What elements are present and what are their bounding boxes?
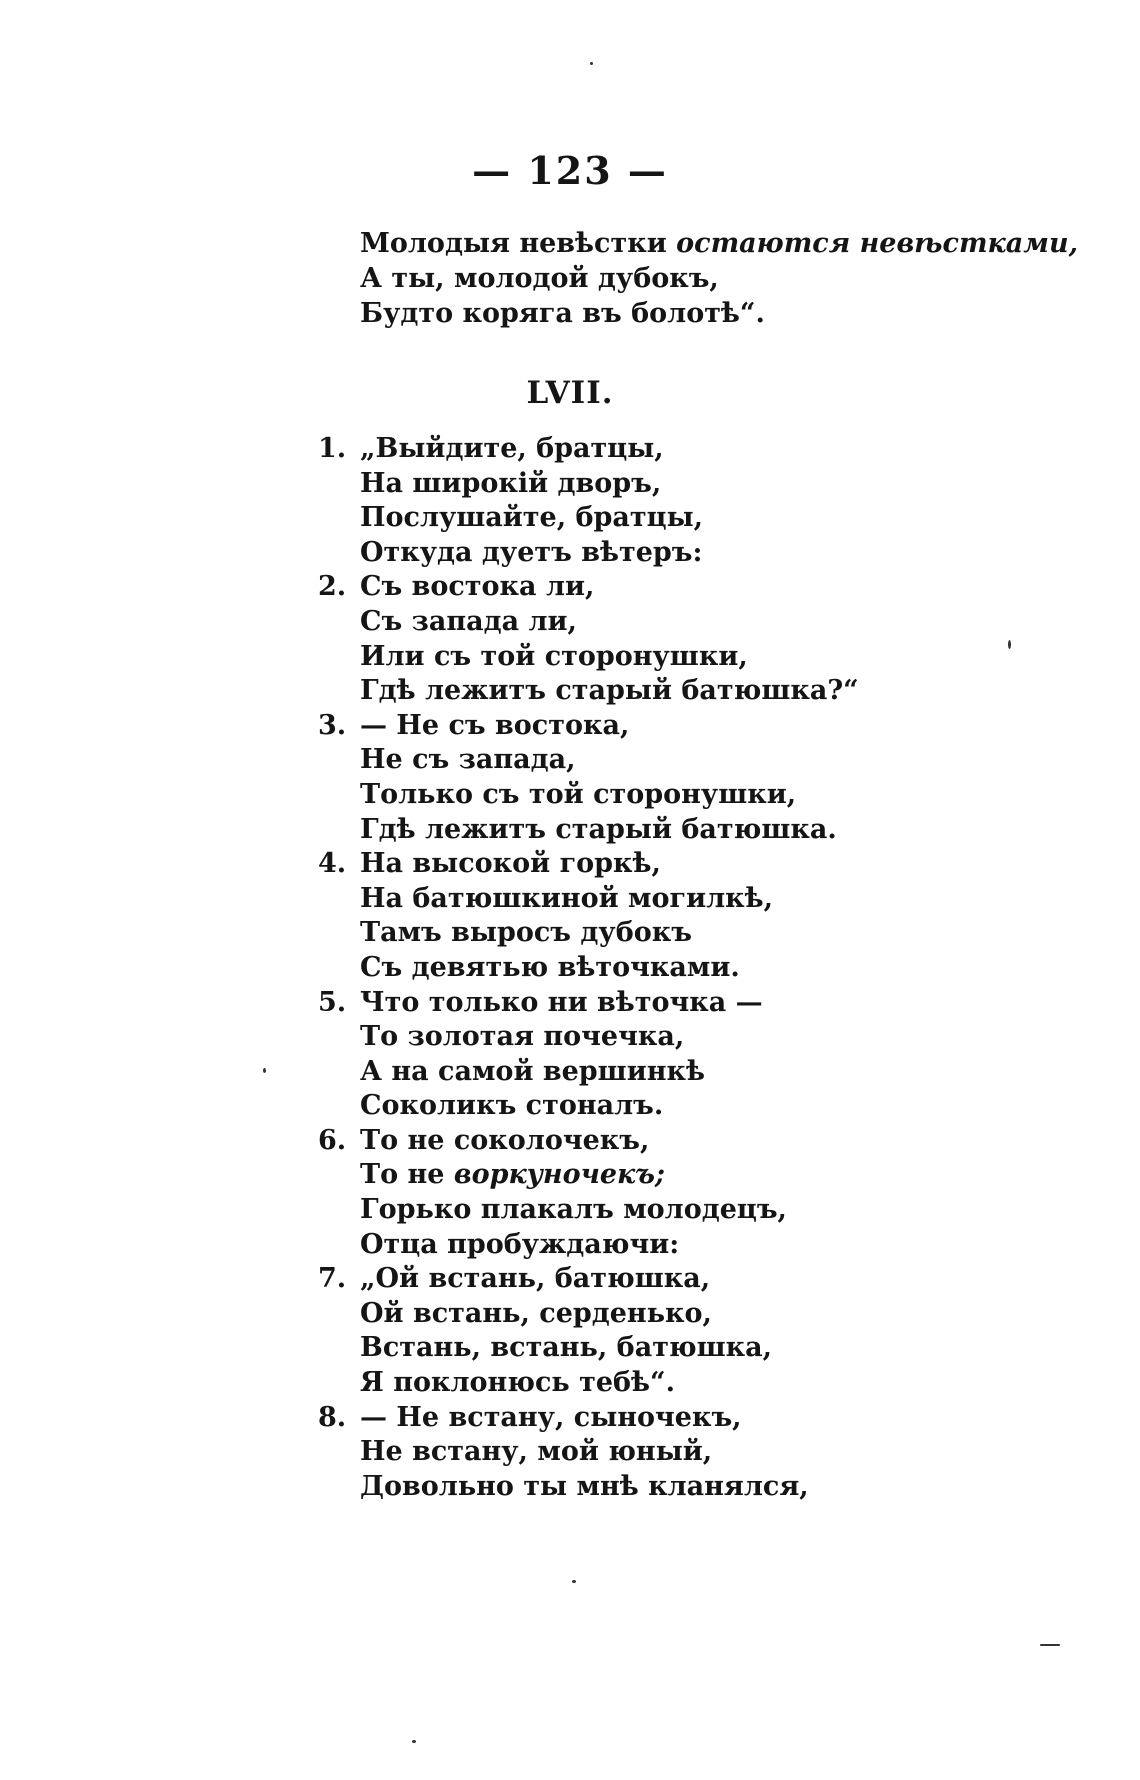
verse-text-plain: Что только ни вѣточка — [360, 986, 763, 1018]
stanza-number: 7. [318, 1263, 347, 1295]
stanza-number-spacer [318, 1435, 360, 1470]
scan-speck [412, 1740, 416, 1743]
stanza-number-spacer [318, 1158, 360, 1193]
stanza-number-spacer [318, 1020, 360, 1055]
verse-line [318, 1331, 859, 1366]
stanza-number: 8. [318, 1401, 347, 1433]
stanza-number-spacer [318, 1366, 360, 1401]
stanza-number: 6. [318, 1124, 347, 1156]
verse-text [360, 570, 594, 605]
stanza-number-spacer [318, 813, 360, 848]
verse-line [318, 1297, 859, 1332]
verse-line [318, 1435, 859, 1470]
verse-line [318, 605, 859, 640]
verse-text [360, 709, 629, 744]
verse-text-plain: То не соколочекъ, [360, 1124, 650, 1156]
verse-text-plain: „Выйдите, братцы, [360, 433, 664, 464]
verse-text [360, 882, 773, 917]
verse-line [318, 1366, 859, 1401]
stanza-number-spacer [318, 605, 360, 640]
intro-line-text: А ты, молодой дубокъ, [360, 263, 719, 294]
stanza-number-spacer [318, 743, 360, 778]
intro-line-1 [360, 226, 1078, 261]
verse-text [360, 1089, 663, 1124]
stanza-number-spacer [318, 536, 360, 571]
stanza-number-spacer [318, 916, 360, 951]
verse-text-plain: На высокой горкѣ, [360, 848, 661, 880]
verse-text [360, 951, 740, 986]
stanza-number-spacer [318, 882, 360, 917]
scan-speck [1008, 640, 1011, 649]
verse-text [360, 1331, 772, 1366]
verse-text [360, 813, 837, 848]
stanza-number-spacer [318, 1470, 360, 1505]
verse-text-plain: Горько плакалъ молодецъ, [360, 1194, 787, 1226]
intro-verse [360, 226, 1078, 331]
verse-text-plain: Соколикъ стоналъ. [360, 1090, 664, 1122]
verse-text-plain: Тамъ выросъ дубокъ [360, 917, 692, 949]
verse-text-plain: — Не встану, сыночекъ, [360, 1401, 742, 1433]
verse-text-plain: Гдѣ лежитъ старый батюшка. [360, 813, 837, 845]
verse-text-plain: Съ востока ли, [360, 571, 595, 603]
verse-text [360, 847, 661, 882]
verse-text [360, 1193, 787, 1228]
intro-line-text: Молодыя невѣстки [360, 228, 677, 259]
verse-text-plain: На батюшкиной могилкѣ, [360, 882, 774, 914]
verse-text-plain: То не [360, 1159, 454, 1191]
verse-line [318, 432, 859, 467]
verse-text [360, 778, 796, 813]
verse-text-plain: Или съ той сторонушки, [360, 640, 748, 672]
stanza-number-spacer [318, 674, 360, 709]
verse-line [318, 536, 859, 571]
verse-line [318, 1158, 859, 1193]
scan-speck [1040, 1644, 1060, 1646]
verse-text [360, 1262, 710, 1297]
verse-line [318, 951, 859, 986]
verse-line [318, 501, 859, 536]
verse-line [318, 1470, 859, 1505]
verse-text [360, 467, 661, 502]
verse-line [318, 882, 859, 917]
stanza-number: 3. [318, 709, 347, 741]
verse-text-plain: „Ой встань, батюшка, [360, 1263, 711, 1295]
verse-text-plain: Послушайте, братцы, [360, 502, 704, 534]
page-number: — 123 — [472, 148, 668, 193]
verse-line [318, 1228, 859, 1263]
verse-line [318, 813, 859, 848]
verse-text-plain: Не встану, мой юный, [360, 1436, 713, 1468]
verse-line [318, 1193, 859, 1228]
verse-text [360, 640, 748, 675]
verse-text-plain: То золотая почечка, [360, 1021, 685, 1053]
verse-line [318, 1020, 859, 1055]
verse-text [360, 1297, 712, 1332]
verse-line [318, 1262, 859, 1297]
verse-text-plain: Довольно ты мнѣ кланялся, [360, 1470, 809, 1502]
verse-line [318, 1401, 859, 1436]
intro-line-2 [360, 261, 1078, 296]
verse-text-plain: А на самой вершинкѣ [360, 1055, 705, 1087]
verse-text [360, 743, 576, 778]
verse-line [318, 916, 859, 951]
intro-line-italic: остаются невѣстками, [676, 228, 1079, 259]
verse-line [318, 640, 859, 675]
stanza-number-spacer [318, 951, 360, 986]
poem-stanzas [318, 432, 859, 1504]
verse-text [360, 1228, 679, 1263]
verse-line [318, 1124, 859, 1159]
verse-text [360, 1470, 809, 1505]
intro-line-3 [360, 296, 1078, 331]
verse-line [318, 1055, 859, 1090]
verse-line [318, 1089, 859, 1124]
verse-text-plain: Откуда дуетъ вѣтеръ: [360, 536, 703, 568]
verse-text-plain: Только съ той сторонушки, [360, 778, 797, 810]
verse-text-plain: — Не съ востока, [360, 709, 630, 741]
intro-line-text: Будто коряга въ болотѣ“. [360, 298, 765, 329]
stanza-number: 2. [318, 571, 347, 603]
verse-text [360, 605, 577, 640]
verse-line [318, 674, 859, 709]
verse-text-plain: На широкій дворъ, [360, 467, 662, 499]
verse-line [318, 467, 859, 502]
verse-text [360, 986, 763, 1021]
stanza-number-spacer [318, 1089, 360, 1124]
verse-text [360, 501, 703, 536]
verse-text-plain: Съ девятью вѣточками. [360, 951, 740, 983]
stanza-number-spacer [318, 1193, 360, 1228]
scan-speck [572, 1580, 576, 1583]
stanza-number-spacer [318, 640, 360, 675]
verse-text [360, 916, 692, 951]
stanza-number-spacer [318, 778, 360, 813]
stanza-number-spacer [318, 1055, 360, 1090]
verse-text-plain: Съ запада ли, [360, 605, 577, 637]
verse-line [318, 570, 859, 605]
verse-text-plain: Не съ запада, [360, 744, 576, 776]
verse-text [360, 432, 664, 467]
stanza-number: 4. [318, 848, 347, 880]
verse-line [318, 743, 859, 778]
section-heading: LVII. [526, 375, 614, 411]
stanza-number-spacer [318, 467, 360, 502]
verse-text [360, 1158, 665, 1193]
verse-text-plain: Ой встань, серденько, [360, 1297, 712, 1329]
stanza-number-spacer [318, 1331, 360, 1366]
verse-line [318, 986, 859, 1021]
verse-text [360, 1435, 712, 1470]
verse-line [318, 778, 859, 813]
stanza-number-spacer [318, 1228, 360, 1263]
verse-text [360, 1055, 705, 1090]
stanza-number: 5. [318, 986, 347, 1018]
verse-text-italic: воркуночекъ; [453, 1159, 665, 1191]
verse-text [360, 1124, 649, 1159]
stanza-number: 1. [318, 433, 347, 464]
verse-text-plain: Встань, встань, батюшка, [360, 1332, 773, 1364]
verse-text [360, 1366, 675, 1401]
verse-text-plain: Гдѣ лежитъ старый батюшка?“ [360, 675, 859, 707]
verse-line [318, 847, 859, 882]
scan-speck [263, 1068, 266, 1073]
verse-text-plain: Отца пробуждаючи: [360, 1228, 680, 1260]
verse-text-plain: Я поклонюсь тебѣ“. [360, 1367, 675, 1399]
verse-line [318, 709, 859, 744]
verse-text [360, 1401, 742, 1436]
scan-speck [590, 62, 593, 65]
verse-text [360, 536, 702, 571]
verse-text [360, 674, 859, 709]
stanza-number-spacer [318, 1297, 360, 1332]
stanza-number-spacer [318, 501, 360, 536]
verse-text [360, 1020, 684, 1055]
